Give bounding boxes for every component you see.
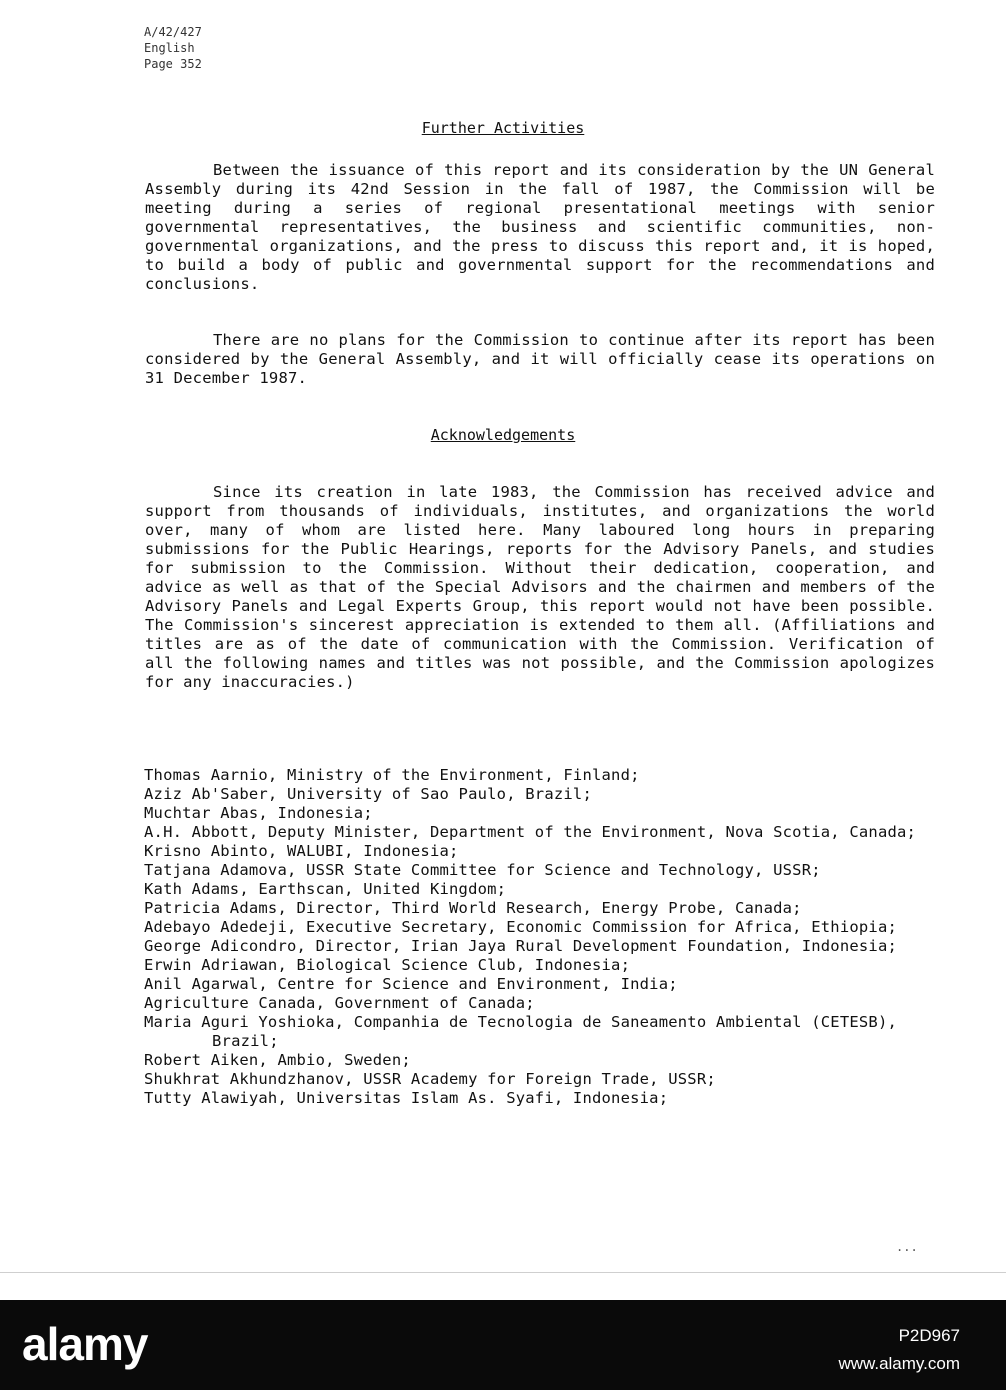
watermark-url: www.alamy.com bbox=[838, 1354, 960, 1373]
list-item: Anil Agarwal, Centre for Science and Environment, India; bbox=[144, 975, 678, 993]
list-item: Krisno Abinto, WALUBI, Indonesia; bbox=[144, 842, 459, 860]
paragraph-further-activities-1: Between the issuance of this report and its consideration by the UN General Assembly during its 42nd Session in the fall of 1987, the Commission will be meeting during a series of regional presentational meetings with senior governmental representatives, the business and scientific communities, non-governmental organizations, and the press to discuss this report and, it is hoped, to build a body of public and governmental support for the recommendations and conclusions. bbox=[145, 161, 935, 293]
list-item: Agriculture Canada, Government of Canada; bbox=[144, 994, 535, 1012]
list-item: Erwin Adriawan, Biological Science Club, Indonesia; bbox=[144, 956, 631, 974]
document-symbol: A/42/427 bbox=[144, 25, 202, 39]
list-item: Kath Adams, Earthscan, United Kingdom; bbox=[144, 880, 507, 898]
section-heading-acknowledgements: Acknowledgements bbox=[430, 426, 576, 444]
acknowledgement-names-list bbox=[144, 766, 944, 1108]
paragraph-acknowledgements: Since its creation in late 1983, the Commission has received advice and support from thousands of individuals, institutes, and organizations the world over, many of whom are listed here. Many laboured long hours in preparing submissions for the Public Hearings, reports for the Advisory Panels, and studies for submission to the Commission. Without their dedication, cooperation, and advice as well as that of the Special Advisors and the chairmen and members of the Advisory Panels and Legal Experts Group, this report would not have been possible. The Commission's sincerest appreciation is extended to them all. (Affiliations and titles are as of the date of communication with the Commission. Verification of all the following names and titles was not possible, and the Commission apologizes for any inaccuracies.) bbox=[145, 483, 935, 691]
watermark-logo: alamy bbox=[22, 1318, 148, 1370]
list-item: Robert Aiken, Ambio, Sweden; bbox=[144, 1051, 411, 1069]
list-item: Aziz Ab'Saber, University of Sao Paulo, Brazil; bbox=[144, 785, 592, 803]
section-heading-further-activities: Further Activities bbox=[421, 119, 585, 137]
watermark-image-id: P2D967 bbox=[898, 1326, 960, 1345]
list-item: A.H. Abbott, Deputy Minister, Department of the Environment, Nova Scotia, Canada; bbox=[144, 823, 917, 841]
list-item: Tatjana Adamova, USSR State Committee for Science and Technology, USSR; bbox=[144, 861, 821, 879]
list-item: George Adicondro, Director, Irian Jaya Rural Development Foundation, Indonesia; bbox=[144, 937, 898, 955]
list-item: Adebayo Adedeji, Executive Secretary, Economic Commission for Africa, Ethiopia; bbox=[144, 918, 898, 936]
list-item: Shukhrat Akhundzhanov, USSR Academy for Foreign Trade, USSR; bbox=[144, 1070, 716, 1088]
list-item: Patricia Adams, Director, Third World Research, Energy Probe, Canada; bbox=[144, 899, 802, 917]
list-item: Maria Aguri Yoshioka, Companhia de Tecnologia de Saneamento Ambiental (CETESB), Brazil; bbox=[144, 1013, 898, 1050]
list-item: Muchtar Abas, Indonesia; bbox=[144, 804, 373, 822]
document-header bbox=[144, 24, 202, 72]
list-item: Thomas Aarnio, Ministry of the Environment, Finland; bbox=[144, 766, 640, 784]
list-item: Tutty Alawiyah, Universitas Islam As. Syafi, Indonesia; bbox=[144, 1089, 669, 1107]
page-bottom-rule bbox=[0, 1272, 1006, 1273]
watermark-banner bbox=[0, 1300, 1006, 1390]
continuation-mark: ... bbox=[896, 1240, 918, 1254]
paragraph-further-activities-2: There are no plans for the Commission to continue after its report has been considered by the General Assembly, and it will officially cease its operations on 31 December 1987. bbox=[145, 331, 935, 387]
page-number: Page 352 bbox=[144, 57, 202, 71]
document-language: English bbox=[144, 41, 195, 55]
